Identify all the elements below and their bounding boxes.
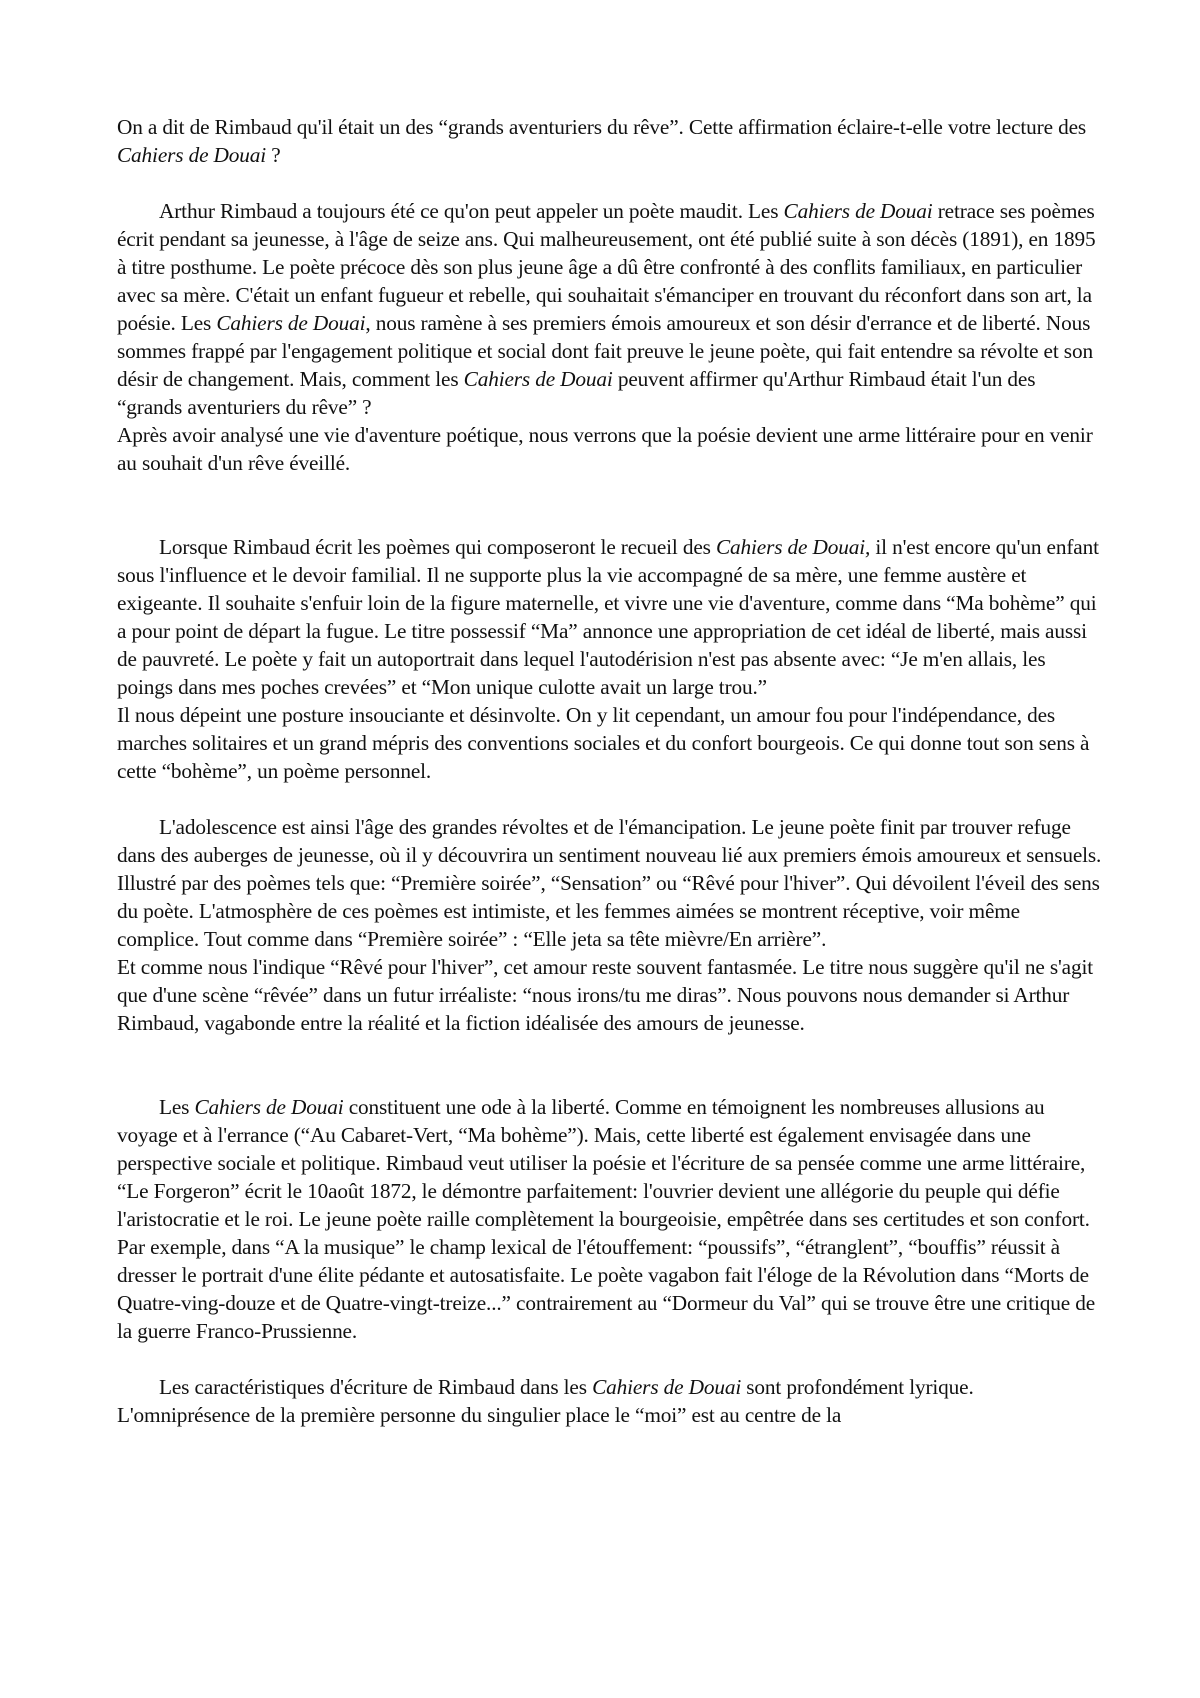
spacer xyxy=(117,785,1102,813)
part1-paragraph xyxy=(117,533,1102,701)
book-title: Cahiers de Douai xyxy=(117,143,267,167)
book-title: Cahiers de Douai xyxy=(463,367,613,391)
part1-continuation: Il nous dépeint une posture insouciante et désinvolte. On y lit cependant, un amour fou pour l'indépendance, des marches solitaires et un grand mépris des conventions sociales et du confort bourgeois. Ce qui donne tout son sens à cette “bohème”, un poème personnel. xyxy=(117,703,1090,783)
intro-problematic: peuvent affirmer qu'Arthur Rimbaud était l'un des “grands aventuriers du rêve” ? xyxy=(117,367,1036,419)
question-end: ? xyxy=(266,143,281,167)
introduction-paragraph xyxy=(117,197,1102,421)
part3-text: Les xyxy=(159,1095,195,1119)
question-text: On a dit de Rimbaud qu'il était un des “grands aventuriers du rêve”. Cette affirmation éclaire-t-elle votre lecture des xyxy=(117,115,1087,139)
book-title: Cahiers de Douai xyxy=(194,1095,344,1119)
part4-text: sont profondément lyrique. L'omniprésence de la première personne du singulier place le “moi” est au centre de la xyxy=(117,1375,974,1427)
book-title: Cahiers de Douai, xyxy=(715,535,871,559)
intro-text: , nous ramène à ses premiers émois amoureux et son désir d'errance et de liberté. Nous sommes frappé par l'engagement politique et social dont fait preuve le jeune poète, qui fait entendre sa révolte et son désir de changement. Mais, comment les xyxy=(117,311,1093,391)
part3-paragraph xyxy=(117,1093,1102,1345)
spacer xyxy=(117,477,1102,533)
intro-text: Arthur Rimbaud a toujours été ce qu'on peut appeler un poète maudit. Les xyxy=(159,199,784,223)
part3-text: constituent une ode à la liberté. Comme en témoignent les nombreuses allusions au voyage et à l'errance (“Au Cabaret-Vert, “Ma bohème”). Mais, cette liberté est également envisagée dans une perspective sociale et politique. Rimbaud veut utiliser la poésie et l'écriture de sa pensée comme une arme littéraire, “Le Forgeron” écrit le 10août 1872, le démontre parfaitement: l'ouvrier devient une allégorie du peuple qui défie l'aristocratie et le roi. Le jeune poète raille complètement la bourgeoisie, empêtrée dans ses certitudes et son confort. Par exemple, dans “A la musique” le champ lexical de l'étouffement: “poussifs”, “étranglent”, “bouffis” réussit à dresser le portrait d'une élite pédante et autosatisfaite. Le poète vagabon fait l'éloge de la Révolution dans “Morts de Quatre-ving-douze et de Quatre-vingt-treize...” contrairement au “Dormeur du Val” qui se trouve être une critique de la guerre Franco-Prussienne. xyxy=(117,1095,1096,1343)
part4-paragraph xyxy=(117,1373,1102,1429)
part1-text: Lorsque Rimbaud écrit les poèmes qui composeront le recueil des xyxy=(159,535,716,559)
spacer xyxy=(117,1037,1102,1093)
part4-text: Les caractéristiques d'écriture de Rimbaud dans les xyxy=(159,1375,593,1399)
part2-paragraph: L'adolescence est ainsi l'âge des grandes révoltes et de l'émancipation. Le jeune poète finit par trouver refuge dans des auberges de jeunesse, où il y découvrira un sentiment nouveau lié aux premiers émois amoureux et sensuels. Illustré par des poèmes tels que: “Première soirée”, “Sensation” ou “Rêvé pour l'hiver”. Qui dévoilent l'éveil des sens du poète. L'atmosphère de ces poèmes est intimiste, et les femmes aimées se montrent réceptive, voir même complice. Tout comme dans “Première soirée” : “Elle jeta sa tête mièvre/En arrière”. xyxy=(117,815,1102,951)
part2-continuation: Et comme nous l'indique “Rêvé pour l'hiver”, cet amour reste souvent fantasmée. Le titre nous suggère qu'il ne s'agit que d'une scène “rêvée” dans un futur irréaliste: “nous irons/tu me diras”. Nous pouvons nous demander si Arthur Rimbaud, vagabonde entre la réalité et la fiction idéalisée des amours de jeunesse. xyxy=(117,955,1093,1035)
book-title: Cahiers de Douai xyxy=(592,1375,742,1399)
book-title: Cahiers de Douai xyxy=(783,199,933,223)
spacer xyxy=(117,169,1102,197)
intro-text: retrace ses poèmes écrit pendant sa jeunesse, à l'âge de seize ans. Qui malheureusement, ont été publié suite à son décès (1891), en 1895 à titre posthume. Le poète précoce dès son plus jeune âge a dû être confronté à des conflits familiaux, en particulier avec sa mère. C'était un enfant fugueur et rebelle, qui souhaitait s'émanciper en trouvant du réconfort dans son art, la poésie. Les xyxy=(117,199,1096,335)
document-page xyxy=(117,113,1102,1429)
spacer xyxy=(117,1345,1102,1373)
book-title: Cahiers de Douai xyxy=(216,311,366,335)
part1-text: il n'est encore qu'un enfant sous l'influence et le devoir familial. Il ne supporte plus la vie accompagné de sa mère, une femme austère et exigeante. Il souhaite s'enfuir loin de la figure maternelle, et vivre une vie d'aventure, comme dans “Ma bohème” qui a pour point de départ la fugue. Le titre possessif “Ma” annonce une appropriation de cet idéal de liberté, mais aussi de pauvreté. Le poète y fait un autoportrait dans lequel l'autodérision n'est pas absente avec: “Je m'en allais, les poings dans mes poches crevées” et “Mon unique culotte avait un large trou.” xyxy=(117,535,1099,699)
essay-question xyxy=(117,113,1102,169)
introduction-plan: Après avoir analysé une vie d'aventure poétique, nous verrons que la poésie devient une arme littéraire pour en venir au souhait d'un rêve éveillé. xyxy=(117,423,1093,475)
